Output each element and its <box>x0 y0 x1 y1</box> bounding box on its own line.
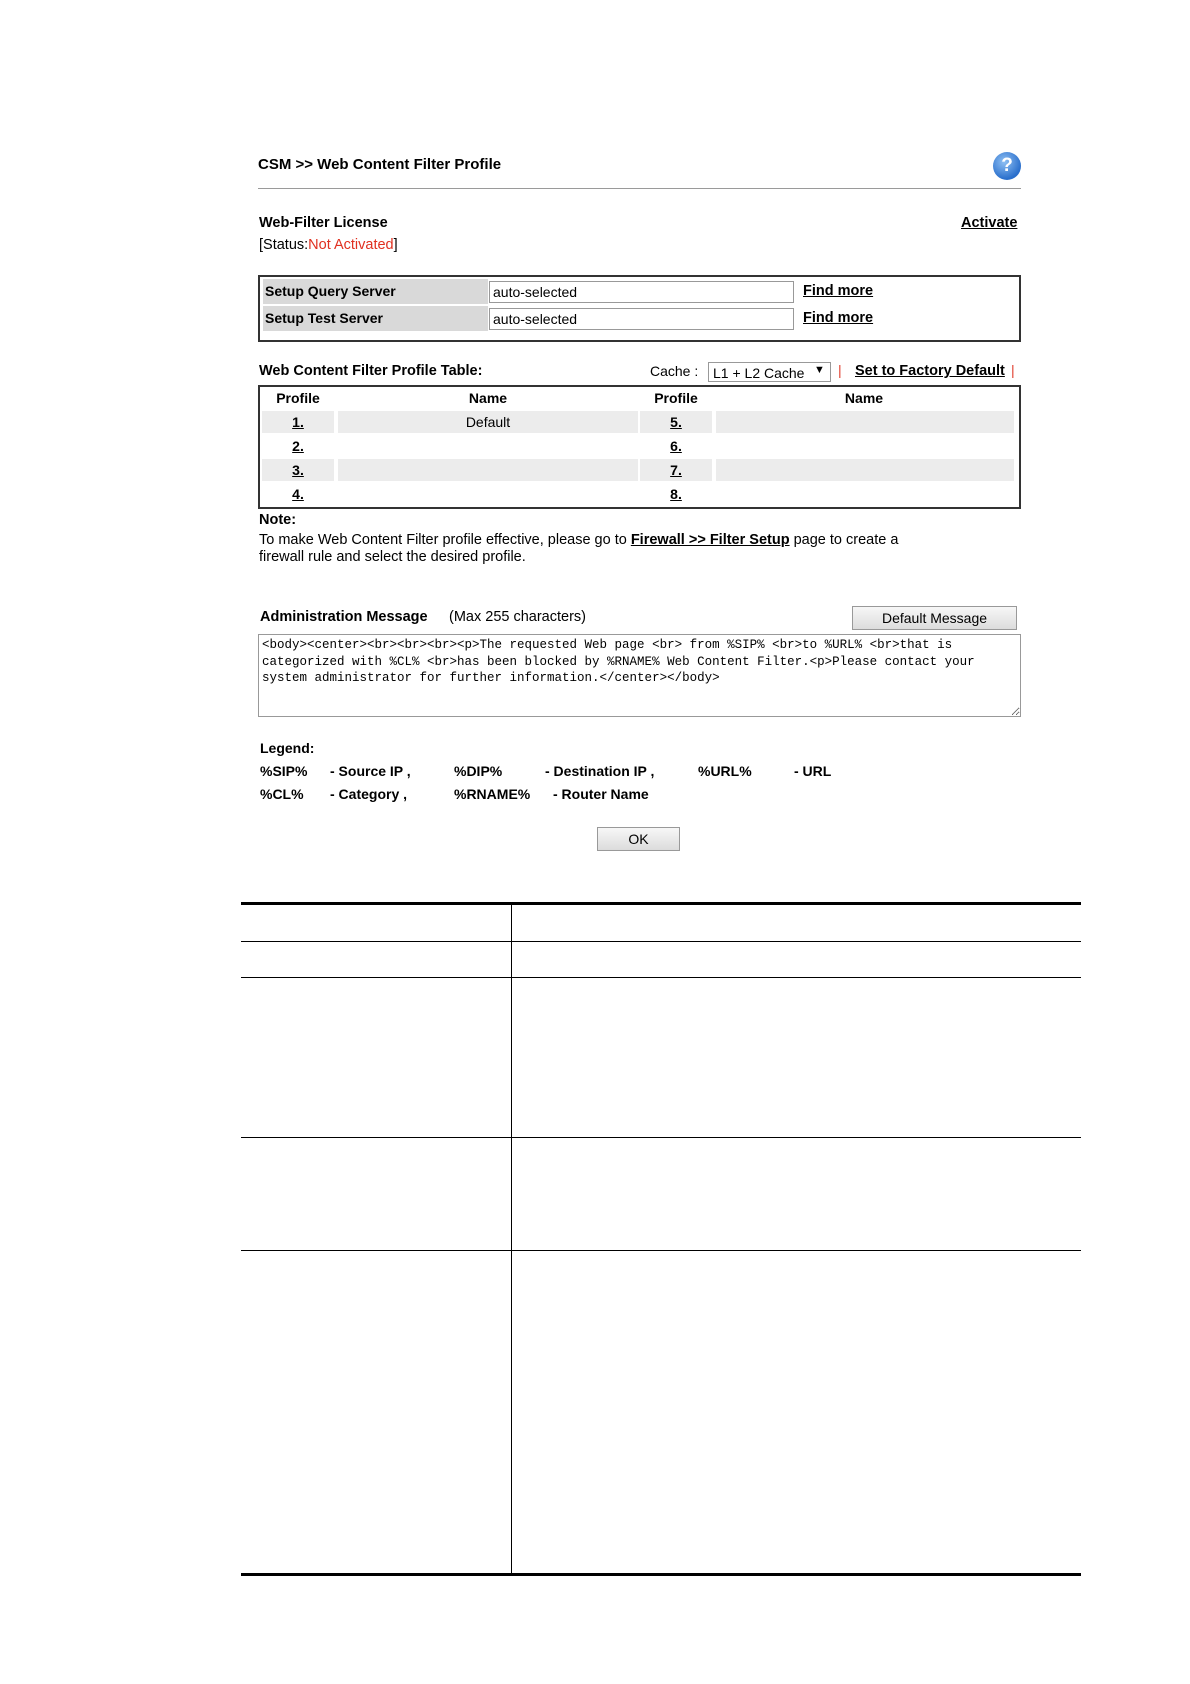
setup-query-server-label: Setup Query Server <box>263 279 488 304</box>
table-row <box>716 411 1014 433</box>
activate-link[interactable]: Activate <box>961 215 1018 231</box>
column-header-profile: Profile <box>276 390 320 406</box>
query-server-find-more-link[interactable]: Find more <box>803 283 874 299</box>
question-mark-icon[interactable]: ? <box>993 152 1021 180</box>
legend-desc-url: - URL <box>794 763 832 779</box>
doc-table-top-rule <box>241 902 1081 905</box>
legend-code-dip: %DIP% <box>454 763 503 779</box>
column-header-name: Name <box>468 390 508 406</box>
firewall-filter-setup-link[interactable]: Firewall >> Filter Setup <box>630 532 790 548</box>
profile-link-7[interactable]: 7. <box>670 462 682 478</box>
doc-table-row-rule <box>241 977 1081 978</box>
admin-message-max-hint: (Max 255 characters) <box>449 609 586 625</box>
license-status: [Status:Not Activated] <box>259 237 398 253</box>
ok-button[interactable]: OK <box>597 827 680 851</box>
column-header-profile: Profile <box>654 390 698 406</box>
setup-test-server-label: Setup Test Server <box>263 306 488 331</box>
legend-desc-rname: - Router Name <box>553 786 649 802</box>
profile-name-1: Default <box>465 414 511 430</box>
doc-table-row-rule <box>241 1137 1081 1138</box>
page-title: CSM >> Web Content Filter Profile <box>258 156 502 173</box>
doc-table-row-rule <box>241 941 1081 942</box>
doc-table-column-divider <box>511 904 512 1574</box>
legend-code-url: %URL% <box>698 763 752 779</box>
table-row <box>716 459 1014 481</box>
license-title: Web-Filter License <box>259 215 388 231</box>
profile-link-6[interactable]: 6. <box>670 438 682 454</box>
profile-link-2[interactable]: 2. <box>292 438 304 454</box>
status-value: Not Activated <box>308 237 394 253</box>
column-header-name: Name <box>844 390 884 406</box>
note-text-line2: firewall rule and select the desired profile. <box>259 549 526 565</box>
cache-label: Cache : <box>650 363 699 379</box>
test-server-input[interactable] <box>489 308 794 330</box>
profile-link-4[interactable]: 4. <box>292 486 304 502</box>
cache-select[interactable]: L1 + L2 Cache <box>708 362 831 382</box>
note-text: To make Web Content Filter profile effective, please go to Firewall >> Filter Setup page to create a <box>259 532 899 548</box>
legend-title: Legend: <box>260 740 315 756</box>
default-message-button[interactable]: Default Message <box>852 606 1017 630</box>
legend-code-rname: %RNAME% <box>454 786 531 802</box>
set-factory-default-link[interactable]: Set to Factory Default <box>855 363 1005 379</box>
legend-desc-cl: - Category , <box>330 786 408 802</box>
profile-link-8[interactable]: 8. <box>670 486 682 502</box>
profile-link-1[interactable]: 1. <box>292 414 304 430</box>
legend-code-cl: %CL% <box>260 786 304 802</box>
legend-code-sip: %SIP% <box>260 763 308 779</box>
profile-link-5[interactable]: 5. <box>670 414 682 430</box>
admin-message-textarea[interactable] <box>258 634 1021 717</box>
profile-table-title: Web Content Filter Profile Table: <box>259 363 483 379</box>
note-title: Note: <box>259 512 297 528</box>
legend-desc-dip: - Destination IP , <box>545 763 655 779</box>
doc-table-row-rule <box>241 1250 1081 1251</box>
doc-table-bottom-rule <box>241 1573 1081 1576</box>
table-row <box>338 459 638 481</box>
separator: | <box>838 362 842 378</box>
legend-desc-sip: - Source IP , <box>330 763 411 779</box>
chevron-down-icon: ▼ <box>814 364 825 376</box>
header-divider <box>258 188 1021 189</box>
query-server-input[interactable] <box>489 281 794 303</box>
admin-message-title: Administration Message <box>260 609 428 625</box>
test-server-find-more-link[interactable]: Find more <box>803 310 874 326</box>
separator: | <box>1011 362 1015 378</box>
profile-link-3[interactable]: 3. <box>292 462 304 478</box>
